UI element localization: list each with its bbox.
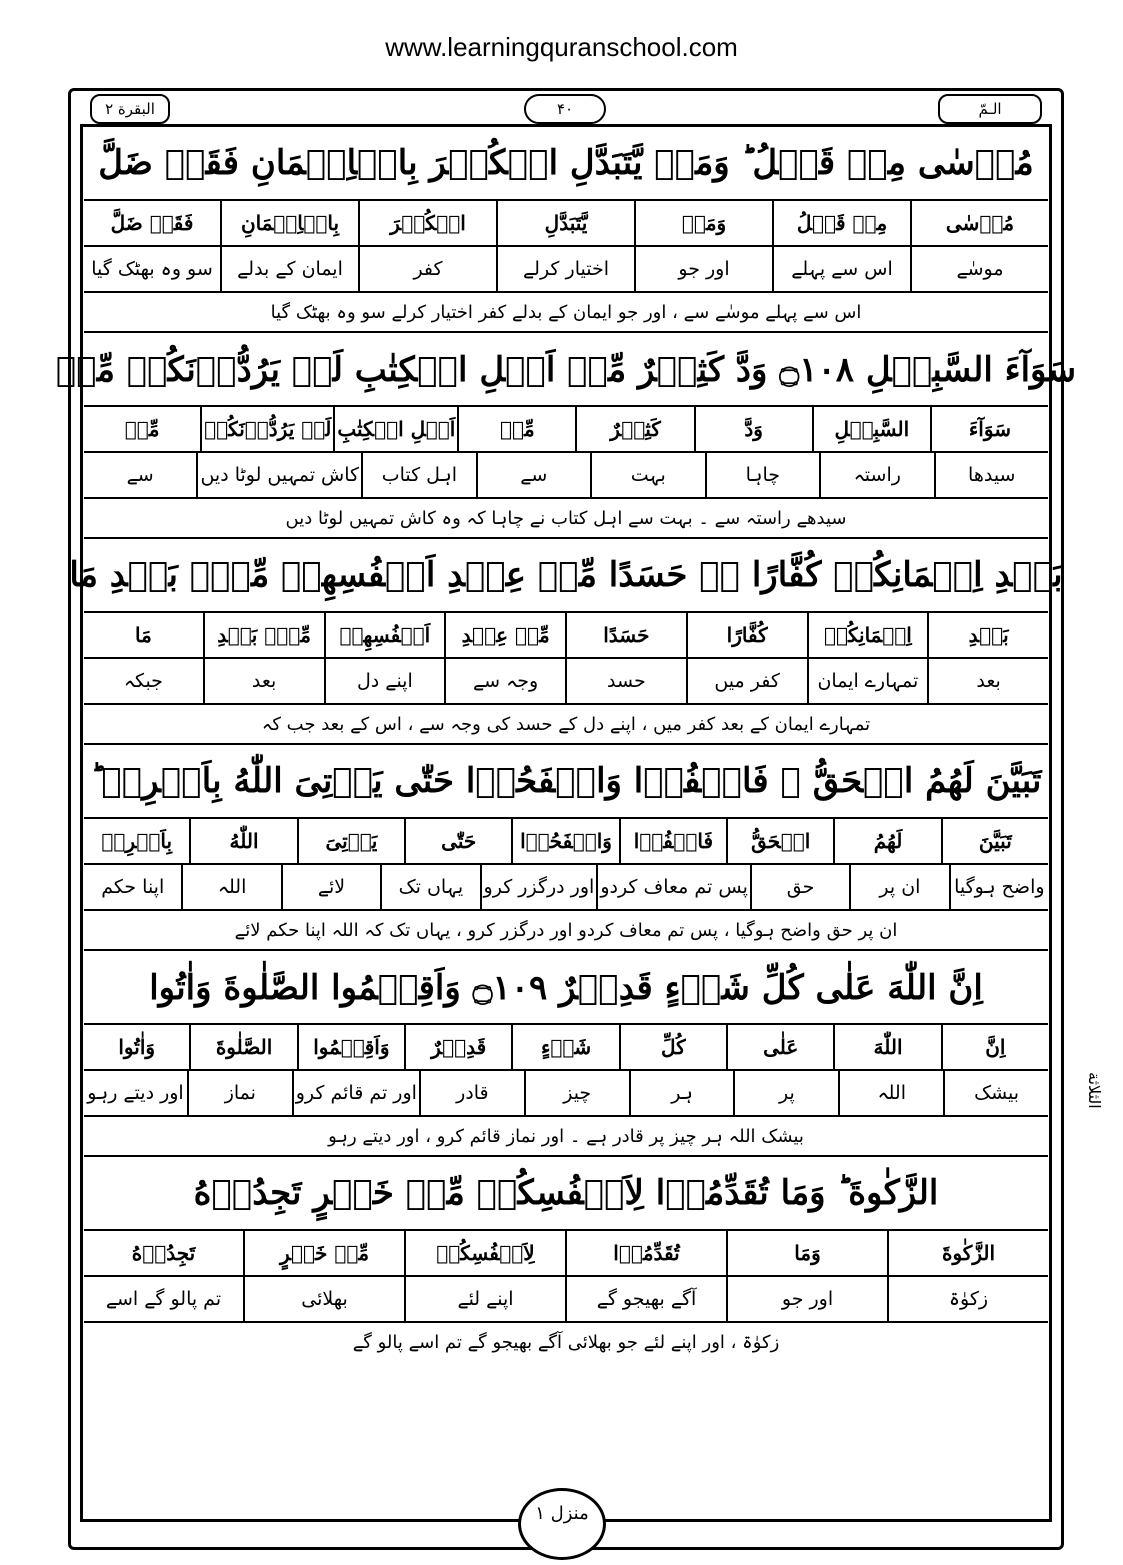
meaning-row	[84, 659, 1048, 705]
urdu-meaning-cell: نماز	[187, 1071, 292, 1115]
urdu-meaning-cell: بعد	[203, 659, 324, 703]
arabic-word-cell: حَسَدًا	[565, 613, 686, 657]
urdu-meaning-cell: اللہ	[838, 1071, 943, 1115]
arabic-word-cell: فَاعۡفُوۡا	[619, 819, 726, 863]
translation-line: سیدھے راستہ سے ۔ بہت سے اہل کتاب نے چاہا کہ وہ کاش تمہیں لوٹا دیں	[84, 499, 1048, 539]
urdu-meaning-cell: سو وہ بھٹک گیا	[91, 258, 213, 280]
arabic-word-cell: بِاَمۡرِهٖ	[101, 829, 173, 853]
arabic-word-cell: الۡکُفۡرَ	[358, 201, 496, 245]
urdu-meaning-cell: اس سے پہلے	[772, 247, 910, 291]
urdu-meaning-cell: اور تم قائم کرو	[292, 1071, 419, 1115]
urdu-meaning-cell: اہل کتاب	[361, 453, 475, 497]
word-row	[84, 613, 1048, 659]
arabic-word-cell: تَجِدُوۡهُ	[131, 1241, 196, 1265]
urdu-meaning-cell: واضح ہوگیا	[949, 865, 1048, 909]
urdu-meaning-cell: کاش تمہیں لوٹا دیں	[196, 453, 361, 497]
arabic-word-cell: السَّبِيۡلِ	[812, 407, 930, 451]
urdu-meaning-cell: اور جو	[634, 247, 772, 291]
arabic-word-cell: تُقَدِّمُوۡا	[565, 1231, 726, 1275]
urdu-meaning-cell: حق	[750, 865, 849, 909]
urdu-meaning-cell: قادر	[419, 1071, 524, 1115]
word-row	[84, 1025, 1048, 1071]
juz-name-label: الـمّ	[938, 94, 1042, 124]
arabic-word-cell: وَمَا	[726, 1231, 887, 1275]
arabic-word-cell: بِالۡاِيۡمَانِ	[220, 201, 358, 245]
verse-line: تَبَيَّنَ لَهُمُ الۡحَقُّ ۚ فَاعۡفُوۡا وَاصۡفَحُوۡا حَتّٰى يَاۡتِىَ اللّٰهُ بِاَمۡرِهٖ ؕ	[84, 745, 1048, 819]
verse-line: الزَّكٰوةَ ؕ وَمَا تُقَدِّمُوۡا لِاَنۡفُسِكُمۡ مِّنۡ خَيۡرٍ تَجِدُوۡهُ	[84, 1157, 1048, 1231]
urdu-meaning-cell: پر	[733, 1071, 838, 1115]
translation-line: بیشک اللہ ہر چیز پر قادر ہے ۔ اور نماز قائم کرو ، اور دیتے رہو	[84, 1117, 1048, 1157]
urdu-meaning-cell: ان پر	[849, 865, 948, 909]
arabic-word-cell: اَنۡفُسِهِمۡ	[324, 613, 445, 657]
urdu-meaning-cell: بیشک	[943, 1071, 1048, 1115]
arabic-word-cell: مِّنۡۢ بَعۡدِ	[203, 613, 324, 657]
translation-line: اس سے پہلے موسٰے سے ، اور جو ایمان کے بدلے کفر اختیار کرلے سو وہ بھٹک گیا	[84, 293, 1048, 333]
arabic-word-cell: وَاصۡفَحُوۡا	[511, 819, 618, 863]
word-row	[84, 1231, 1048, 1277]
arabic-word-cell: مِّنۡ خَيۡرٍ	[243, 1231, 404, 1275]
urdu-meaning-cell: موسٰے	[910, 247, 1048, 291]
arabic-word-cell: يَّتَبَدَّلِ	[496, 201, 634, 245]
verse-line: بَعۡدِ اِيۡمَانِكُمۡ كُفَّارًا ۖۚ حَسَدًا مِّنۡ عِنۡدِ اَنۡفُسِهِمۡ مِّنۡۢ بَعۡدِ مَا	[84, 539, 1048, 613]
surah-name-label: البقرة ٢	[90, 94, 170, 124]
verse-block	[69, 539, 1063, 745]
urdu-meaning-cell: بہت	[590, 453, 704, 497]
arabic-word-cell: کَثِيۡرٌ	[575, 407, 693, 451]
urdu-meaning-cell: لائے	[281, 865, 380, 909]
urdu-meaning-cell: تمہارے ایمان	[807, 659, 928, 703]
urdu-meaning-cell: اپنا حکم	[101, 876, 165, 898]
urdu-meaning-cell: اختیار کرلے	[496, 247, 634, 291]
translation-line: تمہارے ایمان کے بعد کفر میں ، اپنے دل کے حسد کی وجہ سے ، اس کے بعد جب کہ	[84, 705, 1048, 745]
urdu-meaning-cell: راستہ	[819, 453, 933, 497]
arabic-word-cell: وَدَّ	[694, 407, 812, 451]
arabic-word-cell: كُلِّ	[619, 1025, 726, 1069]
arabic-word-cell: اللّٰهَ	[833, 1025, 940, 1069]
arabic-word-cell: كُفَّارًا	[686, 613, 807, 657]
arabic-word-cell: لَوۡ يَرُدُّوۡنَكُمۡ	[200, 407, 333, 451]
page-content	[55, 127, 1077, 1361]
word-row	[84, 407, 1048, 453]
arabic-word-cell: وَمَنۡ	[634, 201, 772, 245]
verse-block	[55, 333, 1077, 539]
side-marker-label: الثلاثة	[1085, 1071, 1104, 1109]
urdu-meaning-cell: پس تم معاف کردو	[596, 865, 750, 909]
arabic-word-cell: اَهۡلِ الۡکِتٰبِ	[333, 407, 457, 451]
urdu-meaning-cell: آگے بھیجو گے	[565, 1277, 726, 1321]
arabic-word-cell: قَدِيۡرٌ	[404, 1025, 511, 1069]
arabic-word-cell: مِّنۡ	[457, 407, 575, 451]
meaning-row	[84, 247, 1048, 293]
urdu-meaning-cell: ایمان کے بدلے	[220, 247, 358, 291]
arabic-word-cell: سَوَآءَ	[930, 407, 1048, 451]
arabic-word-cell: يَاۡتِىَ	[297, 819, 404, 863]
arabic-word-cell: لِاَنۡفُسِكُمۡ	[404, 1231, 565, 1275]
arabic-word-cell: الزَّكٰوةَ	[887, 1231, 1048, 1275]
arabic-word-cell: الصَّلٰوةَ	[189, 1025, 296, 1069]
meaning-row	[84, 1071, 1048, 1117]
arabic-word-cell: مِنۡ قَبۡلُ	[772, 201, 910, 245]
urdu-meaning-cell: زکوٰۃ	[887, 1277, 1048, 1321]
urdu-meaning-cell: بعد	[927, 659, 1048, 703]
arabic-word-cell: حَتّٰى	[404, 819, 511, 863]
urdu-meaning-cell: سے	[476, 453, 590, 497]
meaning-row	[84, 1277, 1048, 1323]
page-number: ۴۰	[524, 94, 606, 124]
urdu-meaning-cell: اللہ	[181, 865, 280, 909]
urdu-meaning-cell: ہر	[629, 1071, 734, 1115]
urdu-meaning-cell: تم پالو گے اسے	[105, 1288, 222, 1310]
manzil-badge: منزل ۱	[518, 1488, 606, 1560]
urdu-meaning-cell: کفر	[358, 247, 496, 291]
urdu-meaning-cell: سیدھا	[934, 453, 1048, 497]
verse-line: مُوۡسٰى مِنۡ قَبۡلُ ؕ وَمَنۡ يَّتَبَدَّلِ الۡکُفۡرَ بِالۡاِيۡمَانِ فَقَدۡ ضَلَّ	[84, 127, 1048, 201]
word-row	[84, 201, 1048, 247]
arabic-word-cell: مَا	[134, 623, 152, 647]
urdu-meaning-cell: اپنے دل	[324, 659, 445, 703]
verse-line: سَوَآءَ السَّبِيۡلِ ۝١٠٨ وَدَّ کَثِيۡرٌ مِّنۡ اَهۡلِ الۡکِتٰبِ لَوۡ يَرُدُّوۡنَكُمۡ مِّنۡ	[84, 333, 1048, 407]
translation-line: زکوٰۃ ، اور اپنے لئے جو بھلائی آگے بھیجو گے تم اسے پالو گے	[352, 1331, 780, 1353]
site-url: www.learningquranschool.com	[385, 32, 738, 62]
urdu-meaning-cell: اور درگزر کرو	[480, 865, 597, 909]
urdu-meaning-cell: یہاں تک	[380, 865, 479, 909]
urdu-meaning-cell: سے	[126, 464, 154, 486]
urdu-meaning-cell: چیز	[524, 1071, 629, 1115]
meaning-row	[84, 865, 1048, 911]
verse-block	[84, 1157, 1048, 1361]
arabic-word-cell: بَعۡدِ	[927, 613, 1048, 657]
arabic-word-cell: عَلٰى	[726, 1025, 833, 1069]
urdu-meaning-cell: بھلائی	[243, 1277, 404, 1321]
urdu-meaning-cell: کفر میں	[686, 659, 807, 703]
verse-block	[84, 951, 1048, 1157]
arabic-word-cell: فَقَدۡ ضَلَّ	[110, 211, 194, 235]
urdu-meaning-cell: اور دیتے رہو	[87, 1082, 184, 1104]
arabic-word-cell: وَاَقِيۡمُوا	[297, 1025, 404, 1069]
verse-line: اِنَّ اللّٰهَ عَلٰى كُلِّ شَىۡءٍ قَدِيۡرٌ ۝١٠٩ وَاَقِيۡمُوا الصَّلٰوةَ وَاٰتُوا	[84, 951, 1048, 1025]
arabic-word-cell: مِّنۡ	[124, 417, 160, 441]
arabic-word-cell: الۡحَقُّ	[726, 819, 833, 863]
urdu-meaning-cell: چاہا	[705, 453, 819, 497]
meaning-row	[84, 453, 1048, 499]
translation-line: ان پر حق واضح ہوگیا ، پس تم معاف کردو اور درگزر کرو ، یہاں تک کہ اللہ اپنا حکم لائے	[84, 911, 1048, 951]
urdu-meaning-cell: وجہ سے	[444, 659, 565, 703]
arabic-word-cell: مِّنۡ عِنۡدِ	[444, 613, 565, 657]
arabic-word-cell: اِنَّ	[941, 1025, 1048, 1069]
urdu-meaning-cell: حسد	[565, 659, 686, 703]
arabic-word-cell: شَىۡءٍ	[511, 1025, 618, 1069]
arabic-word-cell: اِيۡمَانِكُمۡ	[807, 613, 928, 657]
urdu-meaning-cell: اور جو	[726, 1277, 887, 1321]
verse-block	[84, 127, 1048, 333]
arabic-word-cell: تَبَيَّنَ	[941, 819, 1048, 863]
arabic-word-cell: مُوۡسٰى	[910, 201, 1048, 245]
urdu-meaning-cell: جبکہ	[123, 670, 163, 692]
urdu-meaning-cell: اپنے لئے	[404, 1277, 565, 1321]
arabic-word-cell: اللّٰهُ	[189, 819, 296, 863]
arabic-word-cell: وَاٰتُوا	[118, 1035, 156, 1059]
verse-block	[84, 745, 1048, 951]
word-row	[84, 819, 1048, 865]
arabic-word-cell: لَهُمُ	[833, 819, 940, 863]
